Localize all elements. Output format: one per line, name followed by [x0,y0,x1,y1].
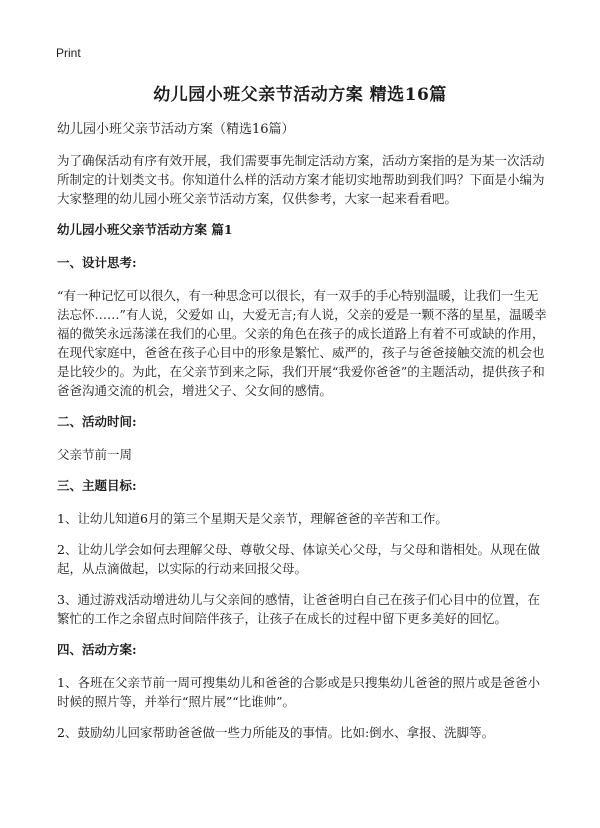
plan-item-2: 2、鼓励幼儿回家帮助爸爸做一些力所能及的事情。比如:倒水、拿报、洗脚等。 [57,725,495,740]
plan-item-1: 1、各班在父亲节前一周可搜集幼儿和爸爸的合影或是只搜集幼儿爸爸的照片或是爸爸小时候的照片等，并举行“照片展”“比谁帅”。 [57,675,540,709]
section-text-design: “有一种记忆可以很久，有一种思念可以很长，有一双手的手心特别温暖，让我们一生无法忘怀……”有人说，父爱如 山，大爱无言;有人说，父亲的爱是一颗不落的星星，温暖幸福的微笑永远荡漾在我们的心里。父亲的角色在孩子的成长道路上有着不可或缺的作用，在现代家庭中，爸爸在孩子心目中的形象是繁忙、威严的，孩子与爸爸接触交流的机会也是比较少的。为此，在父亲节到来之际，我们开展“我爱你爸爸”的主题活动，提供孩子和爸爸沟通交流的机会，增进父子、父女间的感情。 [57,288,547,398]
goal-item-2: 2、让幼儿学会如何去理解父母、尊敬父母、体谅关心父母，与父母和谐相处。从现在做起，从点滴做起，以实际的行动来回报父母。 [57,542,540,576]
section-heading-plan: 四、活动方案: [57,642,137,657]
section-text-time: 父亲节前一周 [57,447,133,462]
subtitle: 幼儿园小班父亲节活动方案（精选16篇） [57,122,295,137]
section-heading-time: 二、活动时间: [57,414,137,429]
page-title: 幼儿园小班父亲节活动方案 精选16篇 [153,85,447,105]
section-heading-goals: 三、主题目标: [57,478,137,493]
goal-item-3: 3、通过游戏活动增进幼儿与父亲间的感情，让爸爸明白自己在孩子们心目中的位置，在繁忙的工作之余留点时间陪伴孩子，让孩子在成长的过程中留下更多美好的回忆。 [57,592,540,626]
goal-item-1: 1、让幼儿知道6月的第三个星期天是父亲节，理解爸爸的辛苦和工作。 [57,511,448,526]
section-heading-design: 一、设计思考: [57,255,137,270]
article-heading: 幼儿园小班父亲节活动方案 篇1 [57,222,233,237]
document-body [57,120,547,754]
intro-paragraph: 为了确保活动有序有效开展，我们需要事先制定活动方案，活动方案指的是为某一次活动所制定的计划类文书。你知道什么样的活动方案才能切实地帮助到我们吗？下面是小编为大家整理的幼儿园小班父亲节活动方案，仅供参考，大家一起来看看吧。 [57,153,545,206]
print-label[interactable]: Print [56,46,81,60]
